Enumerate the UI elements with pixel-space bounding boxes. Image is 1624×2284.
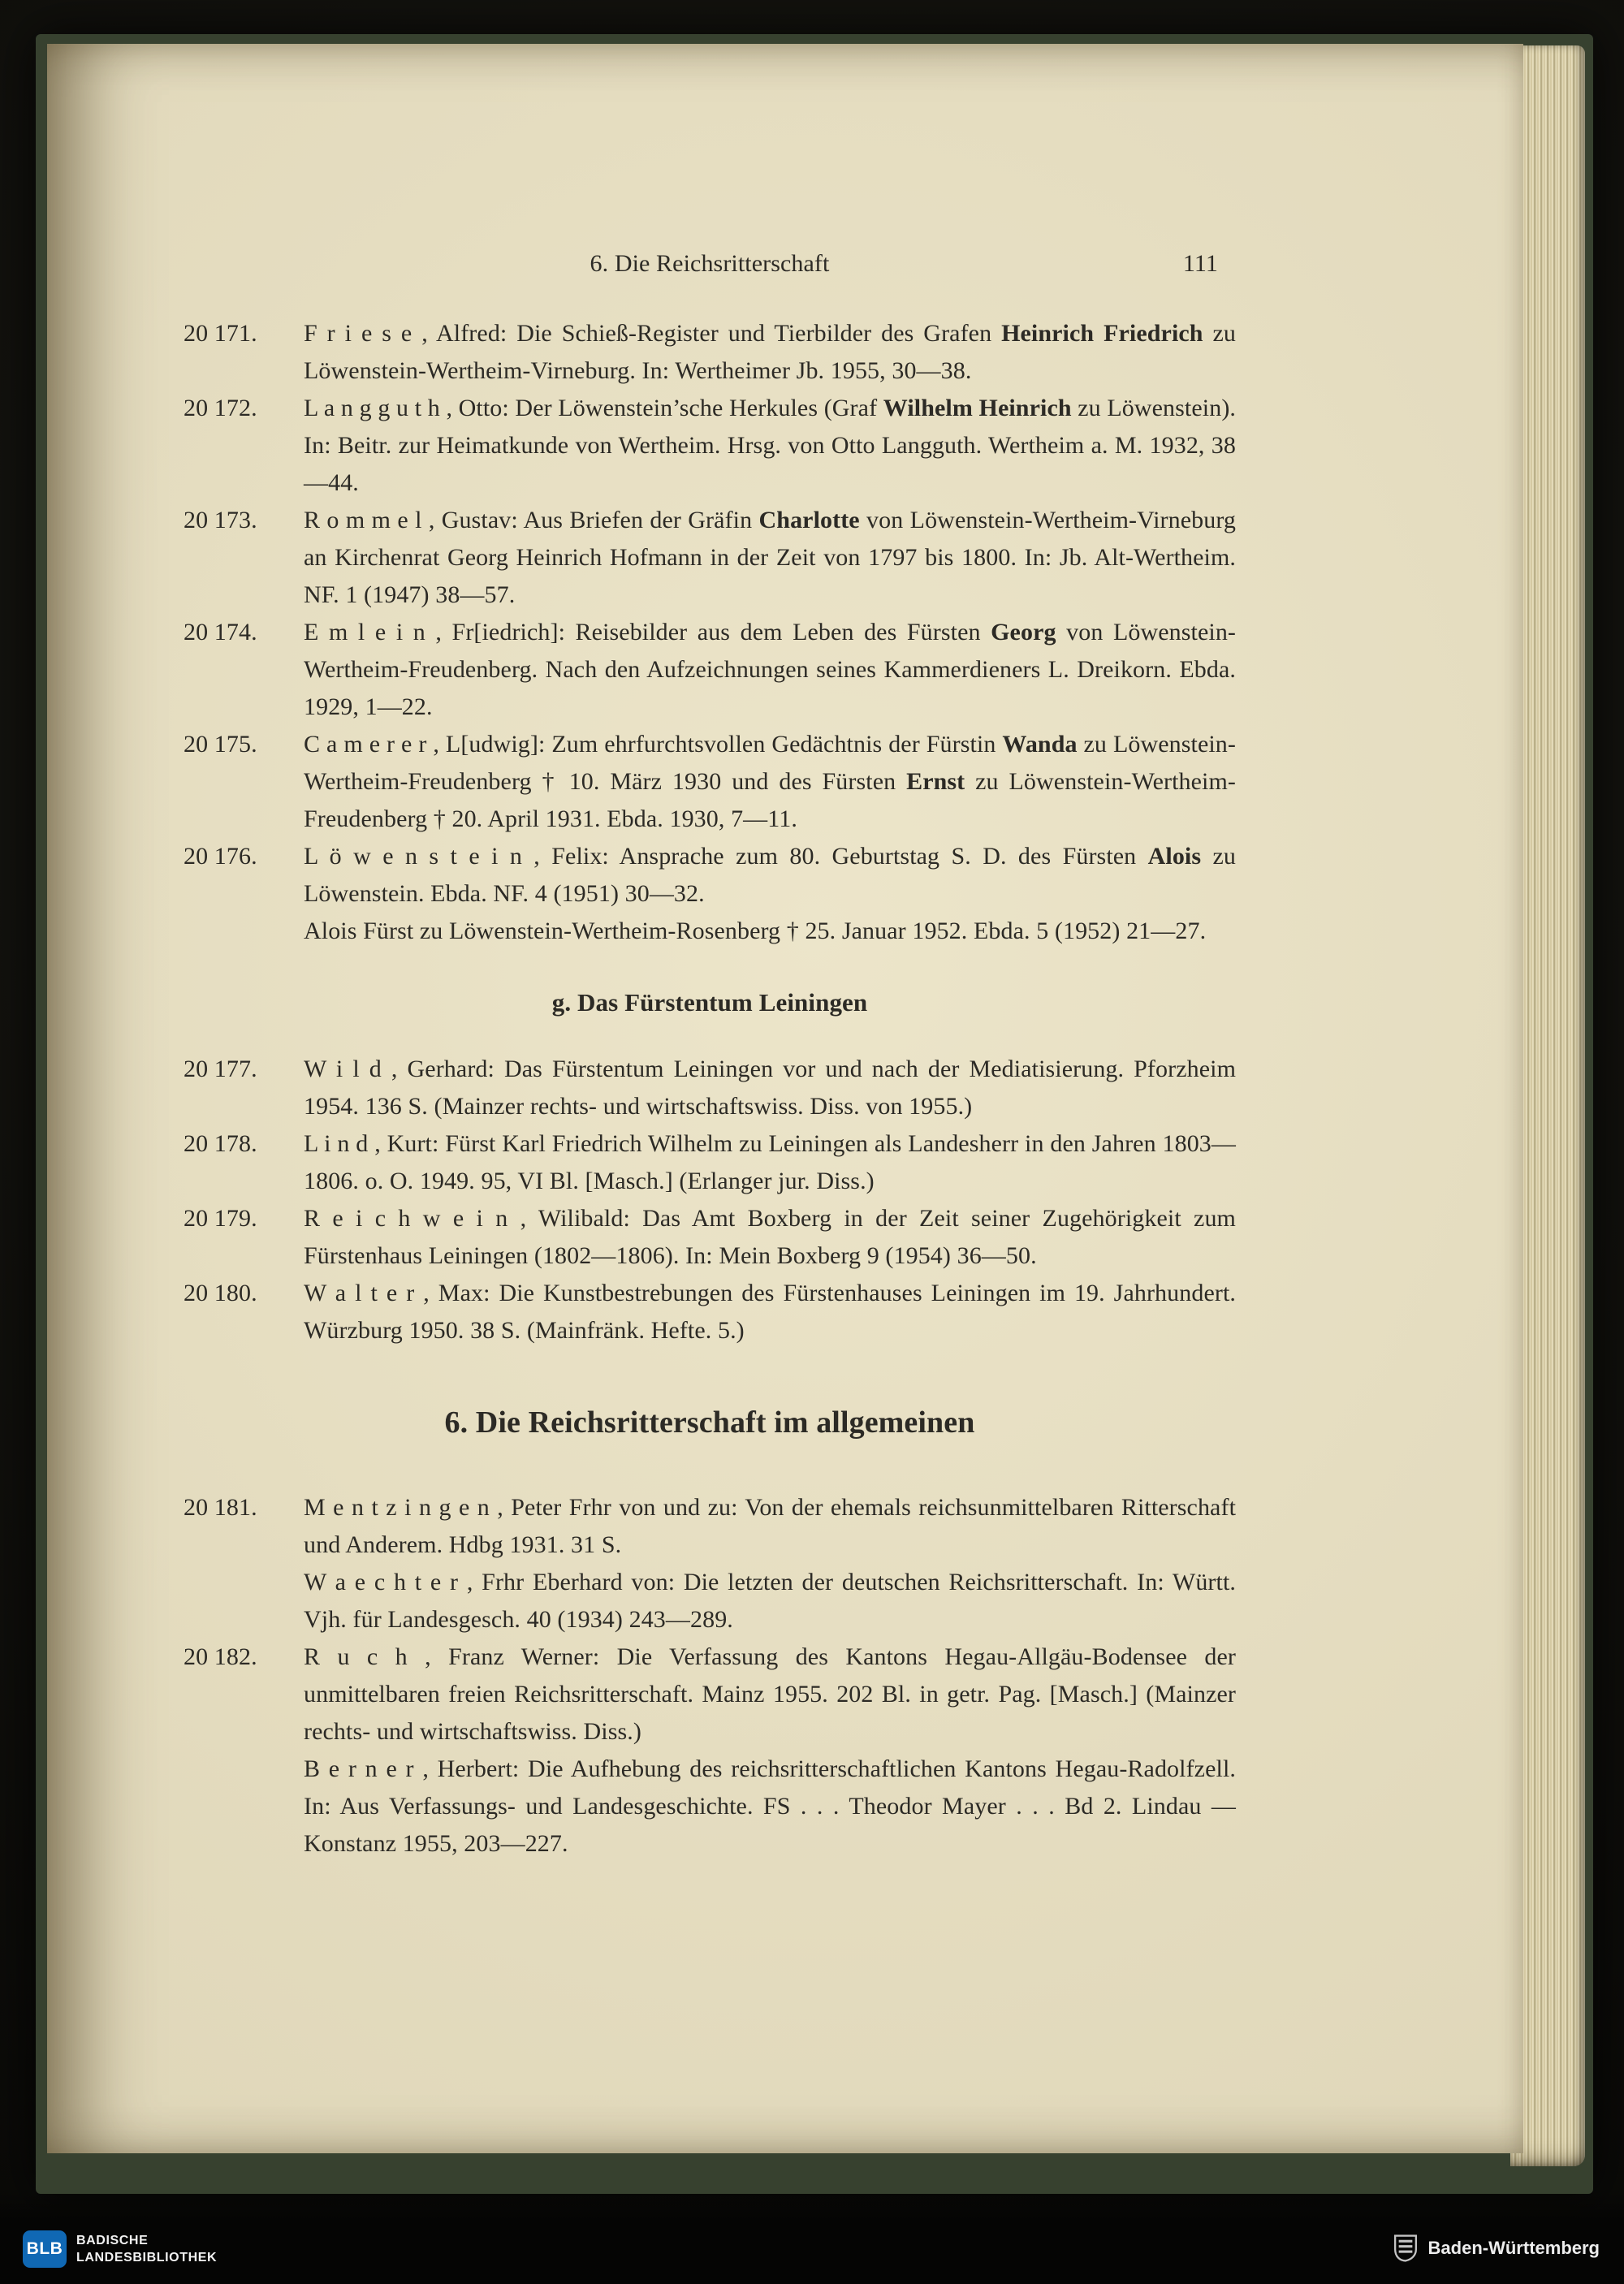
chapter-heading: 6. Die Reichsritterschaft im allgemeinen [444, 1405, 975, 1440]
bibliography-entry [184, 502, 1236, 614]
entry-number: 20 176. [184, 843, 257, 870]
region-label: Baden-Württemberg [1427, 2238, 1600, 2258]
page-number: 111 [1182, 250, 1218, 277]
viewer-footer-bar [0, 2193, 1624, 2284]
bibliography-entry [184, 1125, 1236, 1200]
entry-text: R u c h , Franz Werner: Die Verfassung des Kantons Hegau-Allgäu-Bodensee der unmittelbaren freien Reichsritterschaft. Mainz 1955. 202 Bl. in getr. Pag. [Masch.] (Mainzer rechts- und wirtschaftswiss. Diss.) [304, 1643, 1236, 1745]
bibliography-entry [184, 1489, 1236, 1564]
entry-text: Alois Fürst zu Löwenstein-Wertheim-Rosenberg † 25. Januar 1952. Ebda. 5 (1952) 21—27. [304, 917, 1207, 944]
book-page [47, 44, 1523, 2153]
entry-text: M e n t z i n g e n , Peter Frhr von und zu: Von der ehemals reichsunmittelbaren Ritterschaft und Anderem. Hdbg 1931. 31 S. [304, 1494, 1236, 1558]
entry-text: R e i c h w e i n , Wilibald: Das Amt Boxberg in der Zeit seiner Zugehörigkeit zum Fürstenhaus Leiningen (1802—1806). In: Mein Boxberg 9 (1954) 36—50. [304, 1205, 1236, 1269]
bibliography-entry-continuation [184, 1564, 1236, 1639]
entry-number: 20 180. [184, 1280, 257, 1306]
bibliography-entry [184, 1051, 1236, 1125]
entry-text: W i l d , Gerhard: Das Fürstentum Leiningen vor und nach der Mediatisierung. Pforzheim 1954. 136 S. (Mainzer rechts- und wirtschaftswiss. Diss. von 1955.) [304, 1056, 1236, 1120]
entry-number: 20 179. [184, 1205, 257, 1232]
baden-wuerttemberg-coat-of-arms-icon [1393, 2234, 1419, 2263]
entry-text: C a m e r e r , L[udwig]: Zum ehrfurchtsvollen Gedächtnis der Fürstin Wanda zu Löwenstein-Wertheim-Freudenberg † 10. März 1930 und des Fürsten Ernst zu Löwenstein-Wertheim-Freudenberg † 20. April 1931. Ebda. 1930, 7—11. [304, 731, 1236, 832]
bibliography-entry [184, 390, 1236, 502]
entry-number: 20 172. [184, 395, 257, 421]
bibliography-entry [184, 315, 1236, 390]
region-branding [1393, 2234, 1600, 2263]
entry-number: 20 171. [184, 320, 257, 347]
bibliography-entry [184, 1200, 1236, 1275]
library-name-line1: BADISCHE [76, 2234, 149, 2247]
entry-text: E m l e i n , Fr[iedrich]: Reisebilder aus dem Leben des Fürsten Georg von Löwenstein-Wertheim-Freudenberg. Nach den Aufzeichnungen seines Kammerdieners L. Dreikorn. Ebda. 1929, 1—22. [304, 619, 1237, 720]
entry-text: F r i e s e , Alfred: Die Schieß-Register und Tierbilder des Grafen Heinrich Friedrich zu Löwenstein-Wertheim-Virneburg. In: Wertheimer Jb. 1955, 30—38. [304, 320, 1236, 384]
entry-text: R o m m e l , Gustav: Aus Briefen der Gräfin Charlotte von Löwenstein-Wertheim-Virneburg an Kirchenrat Georg Heinrich Hofmann in der Zeit von 1797 bis 1800. In: Jb. Alt-Wertheim. NF. 1 (1947) 38—57. [304, 507, 1236, 608]
entry-text: W a e c h t e r , Frhr Eberhard von: Die letzten der deutschen Reichsritterschaft. In: Württ. Vjh. für Landesgesch. 40 (1934) 243—289. [304, 1569, 1236, 1633]
entry-number: 20 175. [184, 731, 257, 758]
blb-logo: BLB [23, 2230, 67, 2268]
library-name-line2: LANDESBIBLIOTHEK [76, 2251, 218, 2265]
bibliography-list [184, 315, 1236, 1863]
running-header [184, 245, 1236, 283]
entry-number: 20 181. [184, 1494, 257, 1521]
entry-number: 20 174. [184, 619, 257, 645]
bibliography-entry-continuation [184, 1751, 1236, 1863]
entry-number: 20 173. [184, 507, 257, 533]
bibliography-entry [184, 838, 1236, 913]
library-name [76, 2232, 217, 2266]
entry-text: L ö w e n s t e i n , Felix: Ansprache zum 80. Geburtstag S. D. des Fürsten Alois zu Löwenstein. Ebda. NF. 4 (1951) 30—32. [304, 843, 1237, 907]
library-branding [23, 2230, 217, 2268]
entry-text: L a n g g u t h , Otto: Der Löwenstein’sche Herkules (Graf Wilhelm Heinrich zu Löwenstein). In: Beitr. zur Heimatkunde von Wertheim. Hrsg. von Otto Langguth. Wertheim a. M. 1932, 38—44. [304, 395, 1237, 496]
entry-number: 20 178. [184, 1130, 257, 1157]
bibliography-entry [184, 614, 1236, 726]
entry-number: 20 177. [184, 1056, 257, 1082]
bibliography-entry-continuation [184, 913, 1236, 950]
bibliography-entry [184, 1275, 1236, 1349]
running-header-title: 6. Die Reichsritterschaft [590, 250, 830, 277]
entry-text: L i n d , Kurt: Fürst Karl Friedrich Wilhelm zu Leiningen als Landesherr in den Jahren 1803—1806. o. O. 1949. 95, VI Bl. [Masch.] (Erlanger jur. Diss.) [304, 1130, 1236, 1194]
bibliography-entry [184, 726, 1236, 838]
entry-text: W a l t e r , Max: Die Kunstbestrebungen des Fürstenhauses Leiningen im 19. Jahrhundert. Würzburg 1950. 38 S. (Mainfränk. Hefte. 5.) [304, 1280, 1236, 1344]
entry-number: 20 182. [184, 1643, 257, 1670]
section-heading: g. Das Fürstentum Leiningen [551, 988, 868, 1017]
entry-text: B e r n e r , Herbert: Die Aufhebung des reichsritterschaftlichen Kantons Hegau-Radolfzell. In: Aus Verfassungs- und Landesgeschichte. FS . . . Theodor Mayer . . . Bd 2. Lindau — Konstanz 1955, 203—227. [304, 1755, 1236, 1857]
bibliography-entry [184, 1639, 1236, 1751]
page-content [184, 245, 1236, 1863]
book-scan [36, 34, 1593, 2194]
